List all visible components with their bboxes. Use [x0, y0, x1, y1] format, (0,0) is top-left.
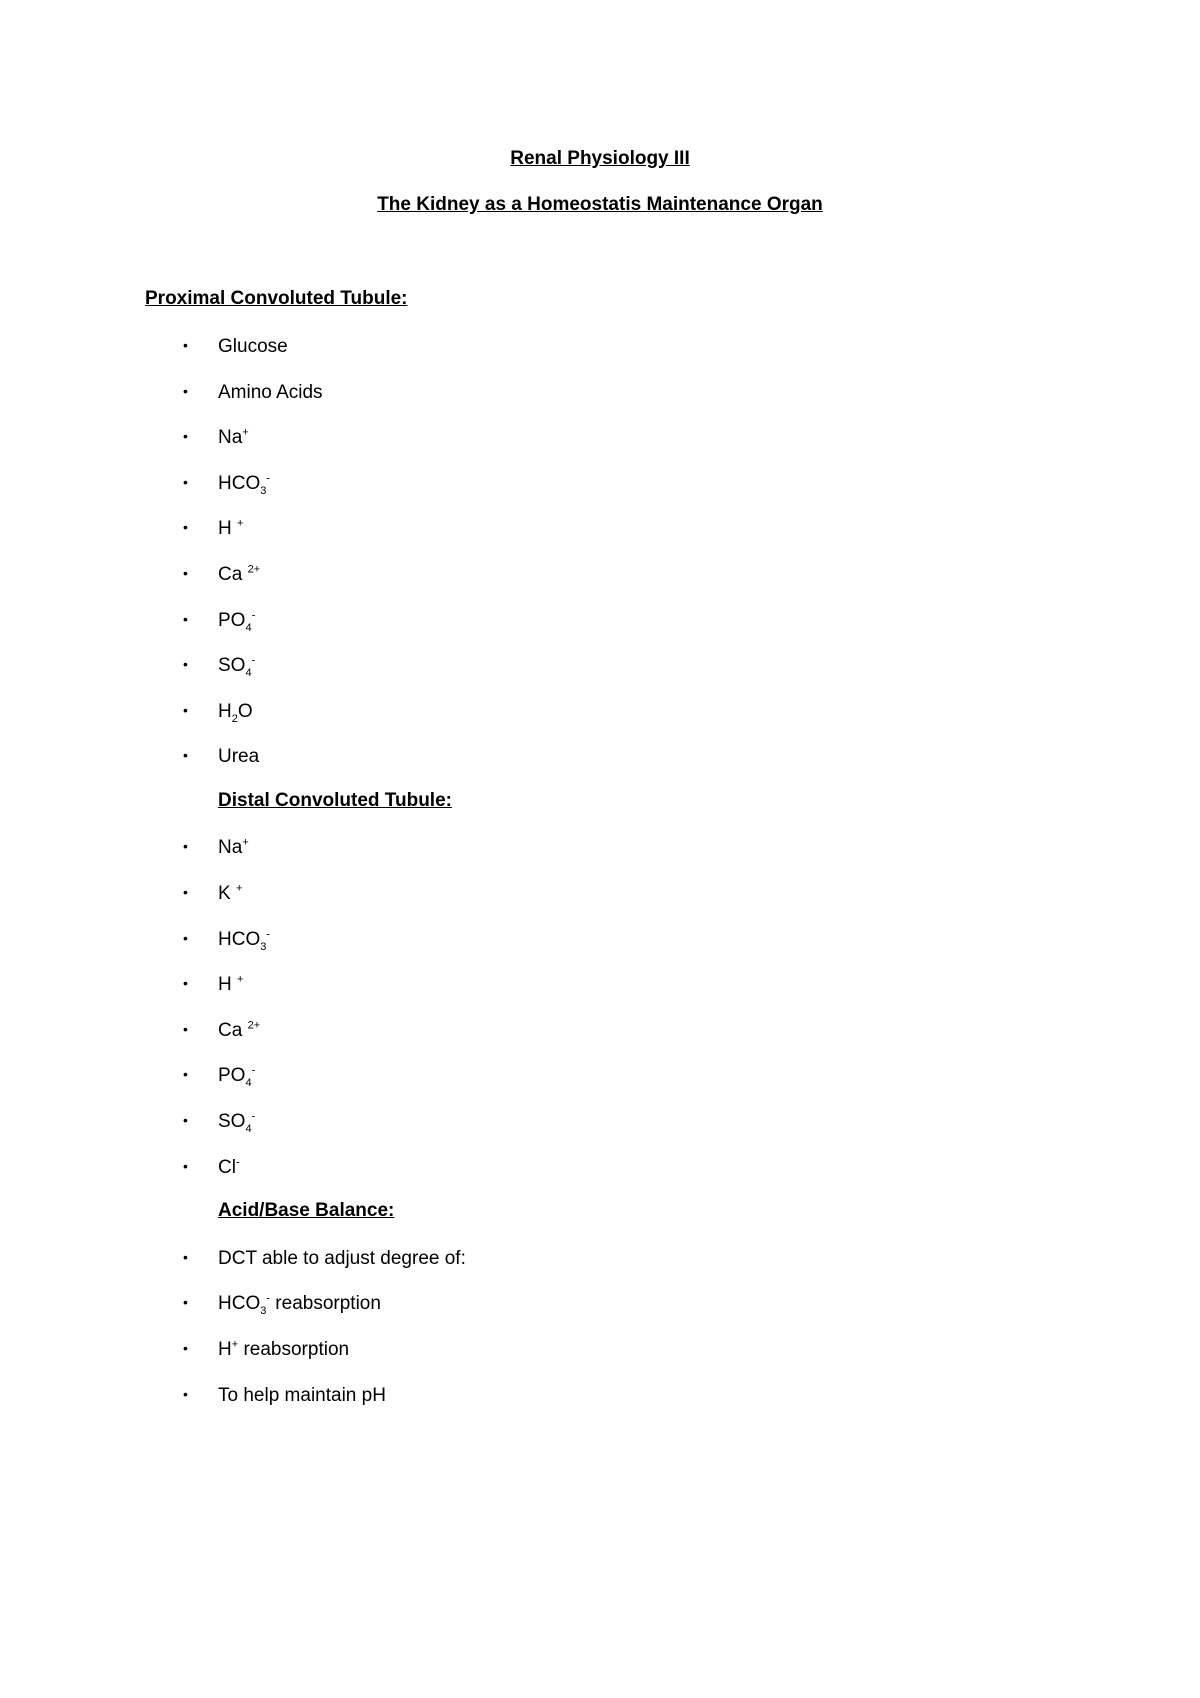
list-item: • H+ reabsorption: [183, 1336, 349, 1362]
bullet-icon: •: [183, 383, 188, 399]
bullet-icon: •: [183, 1021, 188, 1037]
bullet-icon: •: [183, 1066, 188, 1082]
list-item: • Glucose: [183, 333, 288, 359]
section-heading-proximal: Proximal Convoluted Tubule:: [145, 288, 408, 309]
list-item: • DCT able to adjust degree of:: [183, 1245, 466, 1271]
bullet-icon: •: [183, 884, 188, 900]
list-item: • Ca $^{2+}$: [183, 561, 260, 587]
bullet-icon: •: [183, 747, 188, 763]
list-item: • Na+: [183, 424, 249, 450]
bullet-icon: •: [183, 565, 188, 581]
list-item: • $SO_4^-$: [183, 1108, 255, 1134]
bullet-icon: •: [183, 1249, 188, 1265]
list-item: • $HCO_3^-$: [183, 926, 270, 952]
list-item: • $PO_4^-$: [183, 1062, 255, 1088]
list-item: • $PO_4^-$: [183, 607, 255, 633]
bullet-icon: •: [183, 519, 188, 535]
list-item: • $HCO_3^-$ reabsorption: [183, 1290, 381, 1316]
section-heading-distal: Distal Convoluted Tubule:: [218, 790, 452, 811]
bullet-icon: •: [183, 474, 188, 490]
list-item: • $HCO_3^-$: [183, 470, 270, 496]
list-item: • $H_2O$: [183, 698, 253, 724]
bullet-icon: •: [183, 930, 188, 946]
list-item: • Urea: [183, 743, 259, 769]
bullet-icon: •: [183, 1158, 188, 1174]
bullet-icon: •: [183, 656, 188, 672]
bullet-icon: •: [183, 1294, 188, 1310]
list-item: • Cl-: [183, 1154, 240, 1180]
document-title: Renal Physiology III: [510, 148, 690, 169]
bullet-icon: •: [183, 1340, 188, 1356]
bullet-icon: •: [183, 611, 188, 627]
bullet-icon: •: [183, 838, 188, 854]
document-subtitle: The Kidney as a Homeostatis Maintenance Organ: [377, 194, 823, 215]
section-heading-acid-base: Acid/Base Balance:: [218, 1200, 395, 1221]
bullet-icon: •: [183, 702, 188, 718]
bullet-icon: •: [183, 975, 188, 991]
list-item: • Amino Acids: [183, 379, 323, 405]
list-item: • $SO_4^-$: [183, 652, 255, 678]
list-item: • K +: [183, 880, 242, 906]
list-item: • Na+: [183, 834, 249, 860]
list-item: • H +: [183, 971, 243, 997]
bullet-icon: •: [183, 1112, 188, 1128]
bullet-icon: •: [183, 337, 188, 353]
list-item: • H +: [183, 515, 243, 541]
list-item: • To help maintain pH: [183, 1382, 386, 1408]
bullet-icon: •: [183, 428, 188, 444]
list-item: • Ca $^{2+}$: [183, 1017, 260, 1043]
bullet-icon: •: [183, 1386, 188, 1402]
